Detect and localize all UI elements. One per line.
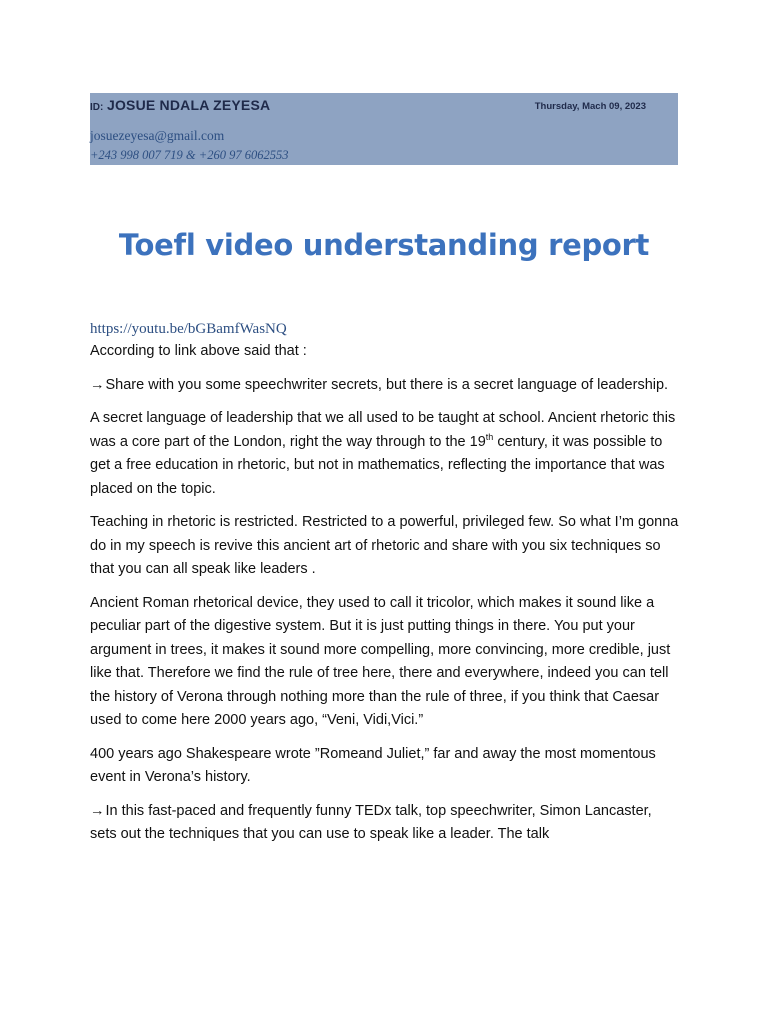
id-label: ID: — [90, 102, 104, 113]
arrow-icon: → — [90, 802, 105, 819]
author-name: JOSUE NDALA ZEYESA — [106, 97, 271, 113]
ordinal-suffix: th — [485, 431, 494, 442]
document-date: Thursday, Mach 09, 2023 — [534, 101, 646, 112]
paragraph-2-text-a: A secret language of leadership that we all used to be taught at school. Ancient rhetoric this was a core part of the London, right the way through to the 19 — [90, 410, 676, 450]
paragraph-5: 400 years ago Shakespeare wrote ”Romeand Juliet,” far and away the most momentous event in Verona’s history. — [90, 745, 656, 785]
paragraph-1-text: Share with you some speechwriter secrets, but there is a secret language of leadership. — [105, 376, 669, 393]
paragraph-3: Teaching in rhetoric is restricted. Restricted to a powerful, privileged few. So what I’m gonna do in my speech is revive this ancient art of rhetoric and share with you six techniques so that you can all speak like leaders . — [90, 514, 679, 577]
email-address[interactable]: josuezeyesa@gmail.com — [90, 128, 225, 143]
paragraph-6 — [90, 800, 680, 847]
document-title: Toefl video understanding report — [118, 228, 650, 262]
phone-numbers: +243 998 007 719 & +260 97 6062553 — [90, 148, 289, 162]
arrow-icon: → — [90, 376, 105, 393]
intro-paragraph: According to link above said that : — [90, 343, 307, 359]
header-banner — [90, 93, 678, 165]
paragraph-2 — [90, 407, 680, 501]
paragraph-4: Ancient Roman rhetorical device, they used to call it tricolor, which makes it sound like a peculiar part of the digestive system. But it is just putting things in there. You put your argument in trees, it makes it sound more compelling, more convincing, more credible, just like that. Therefore we find the rule of tree here, there and everywhere, indeed you can tell the history of Verona through nothing more than the rule of three, if you think that Caesar used to come here 2000 years ago, “Veni, Vidi,Vici.” — [90, 594, 671, 728]
paragraph-1 — [90, 374, 680, 398]
author-id — [90, 97, 270, 113]
paragraph-6-text: In this fast-paced and frequently funny TEDx talk, top speechwriter, Simon Lancaster, sets out the techniques that you can use to speak like a leader. The talk — [90, 802, 652, 842]
video-link[interactable]: https://youtu.be/bGBamfWasNQ — [90, 321, 287, 337]
paragraph-2-text-b: century, it was possible to get a free education in rhetoric, but not in mathematics, reflecting the importance that was placed on the topic. — [90, 433, 665, 497]
document-body — [90, 318, 680, 857]
